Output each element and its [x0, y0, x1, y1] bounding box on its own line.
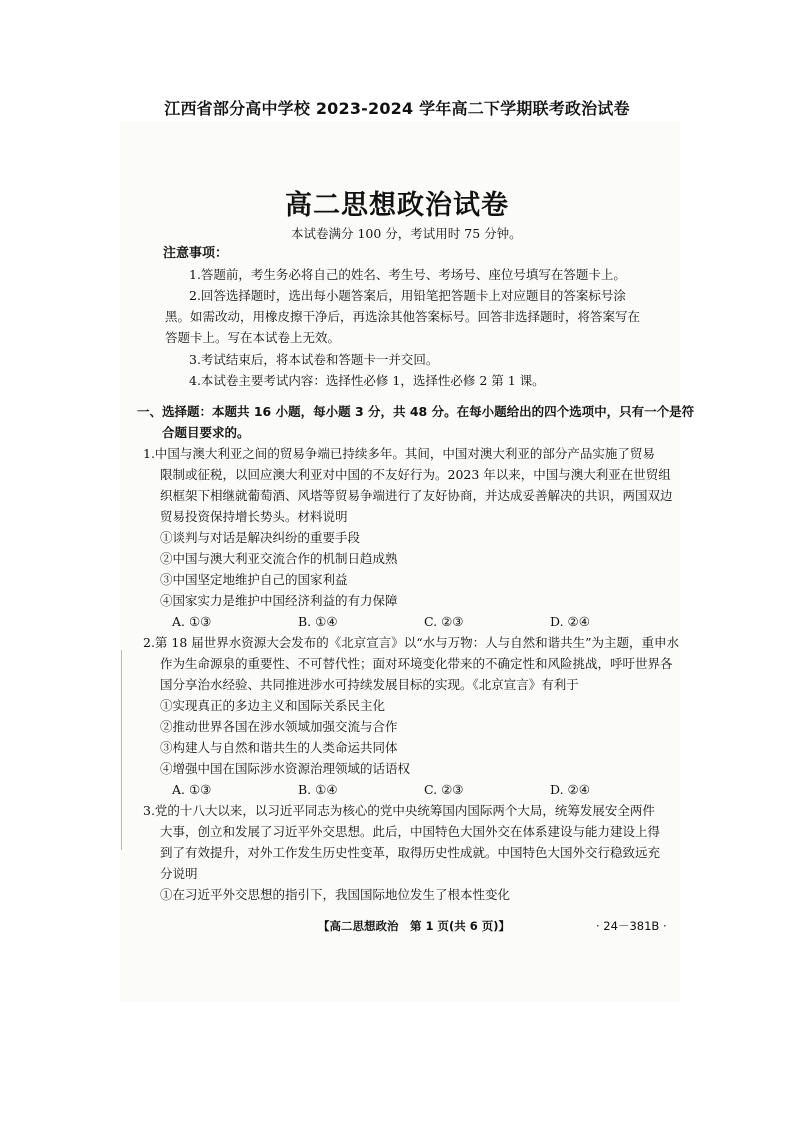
question-item: ②中国与澳大利亚交流合作的机制日趋成熟 [160, 551, 398, 566]
option-b: B. ①④ [298, 782, 338, 797]
exam-title: 高二思想政治试卷 [285, 190, 509, 221]
question-stem-line: 2.第 18 届世界水资源大会发布的《北京宣言》以“水与万物：人与自然和谐共生”为主题，重申水 [143, 635, 680, 650]
scan-edge-line [121, 650, 122, 850]
document-title: 江西省部分高中学校 2023-2024 学年高二下学期联考政治试卷 [164, 99, 630, 118]
notice-heading: 注意事项： [163, 246, 229, 261]
question-item: ③中国坚定地维护自己的国家利益 [160, 572, 348, 587]
section-heading-cont: 合题目要求的。 [162, 425, 250, 440]
option-c: C. ②③ [424, 614, 464, 629]
question-stem-line: 分说明 [160, 866, 198, 881]
notice-line: 2.回答选择题时，选出每小题答案后，用铅笔把答题卡上对应题目的答案标号涂 [189, 288, 626, 303]
question-item: ②推动世界各国在涉水领域加强交流与合作 [160, 719, 398, 734]
question-item: ④国家实力是维护中国经济利益的有力保障 [160, 593, 398, 608]
question-stem-line: 3.党的十八大以来，以习近平同志为核心的党中央统筹国内国际两个大局，统筹发展安全两件 [143, 803, 655, 818]
notice-line: 黑。如需改动，用橡皮擦干净后，再选涂其他答案标号。回答非选择题时，将答案写在 [165, 309, 641, 324]
notice-line: 1.答题前，考生务必将自己的姓名、考生号、考场号、座位号填写在答题卡上。 [189, 267, 626, 282]
notice-line: 答题卡上。写在本试卷上无效。 [165, 330, 341, 345]
question-stem-line: 国分享治水经验、共同推进涉水可持续发展目标的实现。《北京宣言》有利于 [160, 677, 579, 692]
option-c: C. ②③ [424, 782, 464, 797]
option-a: A. ①③ [172, 614, 212, 629]
page-footer: 【高二思想政治 第 1 页(共 6 页)】 [318, 919, 511, 933]
question-stem-line: 到了有效提升，对外工作发生历史性变革，取得历史性成就。中国特色大国外交行稳致远充 [160, 845, 661, 860]
option-d: D. ②④ [550, 614, 590, 629]
option-a: A. ①③ [172, 782, 212, 797]
question-item: ③构建人与自然和谐共生的人类命运共同体 [160, 740, 398, 755]
question-stem-line: 1.中国与澳大利亚之间的贸易争端已持续多年。其间，中国对澳大利亚的部分产品实施了贸易 [143, 446, 655, 461]
notice-line: 4.本试卷主要考试内容：选择性必修 1，选择性必修 2 第 1 课。 [189, 373, 545, 388]
question-item: ①在习近平外交思想的指引下，我国国际地位发生了根本性变化 [160, 887, 511, 902]
question-stem-line: 贸易投资保持增长势头。材料说明 [160, 509, 348, 524]
question-stem-line: 织框架下相继就葡萄酒、风塔等贸易争端进行了友好协商，并达成妥善解决的共识，两国双边 [160, 488, 673, 503]
option-b: B. ①④ [298, 614, 338, 629]
question-stem-line: 大事，创立和发展了习近平外交思想。此后，中国特色大国外交在体系建设与能力建设上得 [160, 824, 661, 839]
question-item: ①实现真正的多边主义和国际关系民主化 [160, 698, 386, 713]
section-heading: 一、选择题：本题共 16 小题，每小题 3 分，共 48 分。在每小题给出的四个选项中，只有一个是符 [137, 404, 695, 419]
question-item: ④增强中国在国际涉水资源治理领域的话语权 [160, 761, 411, 776]
question-stem-line: 作为生命源泉的重要性、不可替代性；面对环境变化带来的不确定性和风险挑战，呼吁世界各 [160, 656, 673, 671]
question-stem-line: 限制或征税，以回应澳大利亚对中国的不友好行为。2023 年以来，中国与澳大利亚在世贸组 [160, 467, 671, 482]
option-d: D. ②④ [550, 782, 590, 797]
exam-info: 本试卷满分 100 分，考试用时 75 分钟。 [291, 226, 522, 241]
notice-line: 3.考试结束后，将本试卷和答题卡一并交回。 [189, 352, 439, 367]
page-code: · 24－381B · [596, 919, 667, 933]
question-item: ①谈判与对话是解决纠纷的重要手段 [160, 530, 361, 545]
